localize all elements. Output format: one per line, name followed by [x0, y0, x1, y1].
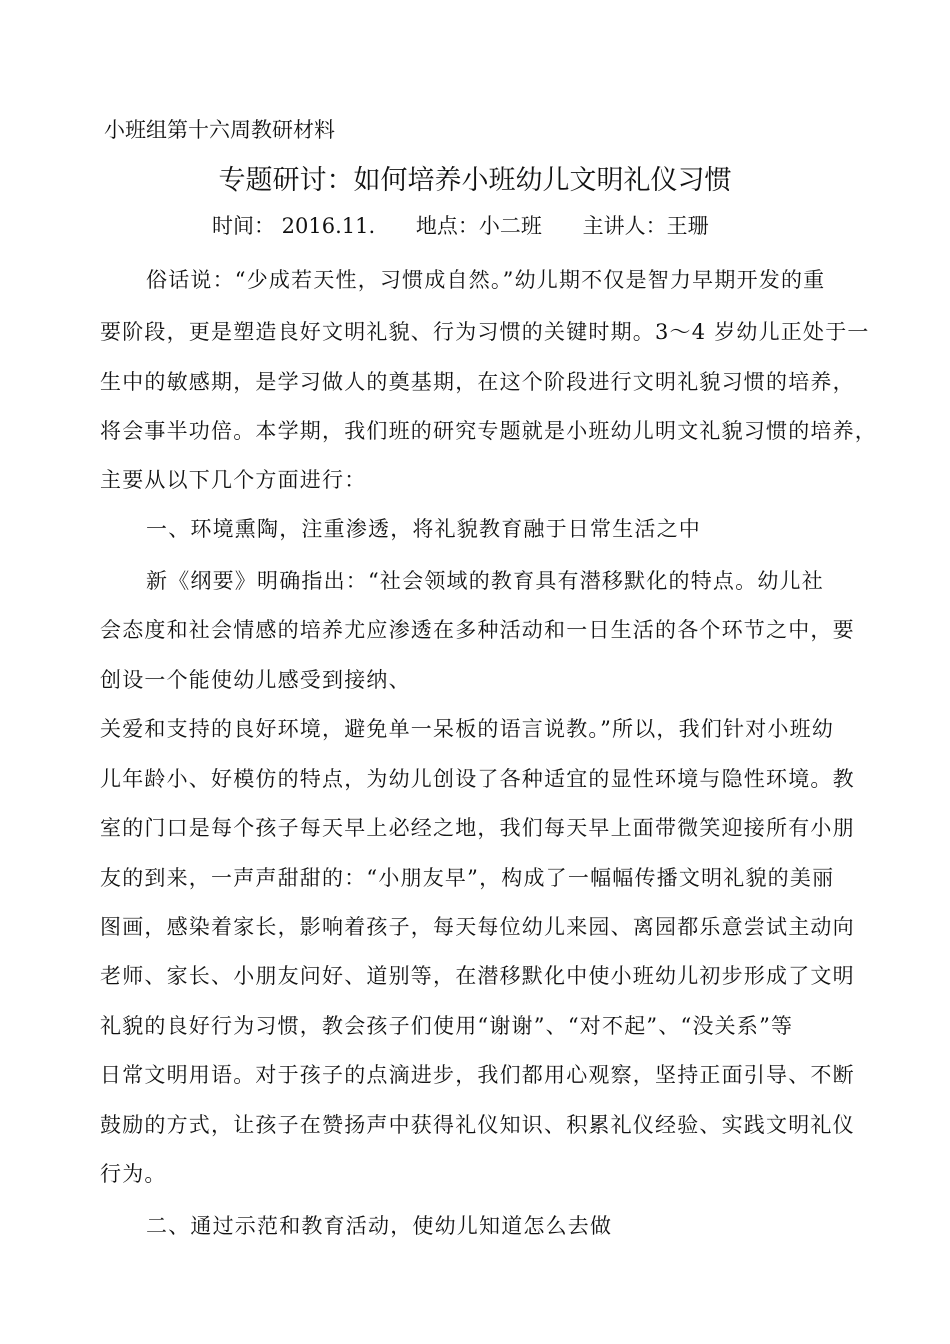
paragraph-line: 新《纲要》明确指出：“社会领域的教育具有潜移默化的特点。幼儿社 [146, 569, 824, 593]
meta-place: 地点：小二班 [415, 214, 542, 238]
paragraph-line: 友的到来，一声声甜甜的：“小朋友早”，构成了一幅幅传播文明礼貌的美丽 [100, 866, 835, 890]
paragraph-line: 室的门口是每个孩子每天早上必经之地，我们每天早上面带微笑迎接所有小朋 [100, 816, 855, 840]
paragraph-line: 创设一个能使幼儿感受到接纳、 [100, 668, 411, 692]
paragraph-line: 行为。 [100, 1162, 167, 1186]
paragraph-line: 礼貌的良好行为习惯，教会孩子们使用“谢谢”、“对不起”、“没关系”等 [100, 1014, 794, 1038]
paragraph-line: 老师、家长、小朋友问好、道别等，在潜移默化中使小班幼儿初步形成了文明 [100, 964, 855, 988]
meta-speaker: 主讲人：王珊 [582, 214, 709, 238]
paragraph-line: 儿年龄小、好模仿的特点，为幼儿创设了各种适宜的显性环境与隐性环境。教 [100, 767, 855, 791]
paragraph-line: 俗话说：“少成若天性，习惯成自然。”幼儿期不仅是智力早期开发的重 [146, 268, 826, 292]
paragraph-line: 要阶段，更是塑造良好文明礼貌、行为习惯的关键时期。3～4 岁幼儿正处于一 [100, 320, 870, 344]
paragraph-line: 主要从以下几个方面进行： [100, 468, 367, 492]
document-header: 小班组第十六周教研材料 [104, 118, 335, 142]
paragraph-line: 会态度和社会情感的培养尤应渗透在多种活动和一日生活的各个环节之中，要 [100, 618, 855, 642]
paragraph-line: 图画，感染着家长，影响着孩子，每天每位幼儿来园、离园都乐意尝试主动向 [100, 915, 855, 939]
paragraph-line: 日常文明用语。对于孩子的点滴进步，我们都用心观察，坚持正面引导、不断 [100, 1063, 855, 1087]
section-heading: 一、环境熏陶，注重渗透，将礼貌教育融于日常生活之中 [146, 517, 701, 541]
document-title: 专题研讨：如何培养小班幼儿文明礼仪习惯 [218, 165, 732, 196]
paragraph-line: 将会事半功倍。本学期，我们班的研究专题就是小班幼儿明文礼貌习惯的培养， [100, 419, 877, 443]
meta-time: 时间： 2016.11. [212, 214, 376, 238]
paragraph-line: 鼓励的方式，让孩子在赞扬声中获得礼仪知识、积累礼仪经验、实践文明礼仪 [100, 1113, 855, 1137]
paragraph-line: 生中的敏感期，是学习做人的奠基期，在这个阶段进行文明礼貌习惯的培养， [100, 370, 855, 394]
section-heading: 二、通过示范和教育活动，使幼儿知道怎么去做 [146, 1214, 613, 1238]
paragraph-line: 关爱和支持的良好环境，避免单一呆板的语言说教。”所以，我们针对小班幼 [100, 717, 835, 741]
meta-line [212, 210, 743, 240]
